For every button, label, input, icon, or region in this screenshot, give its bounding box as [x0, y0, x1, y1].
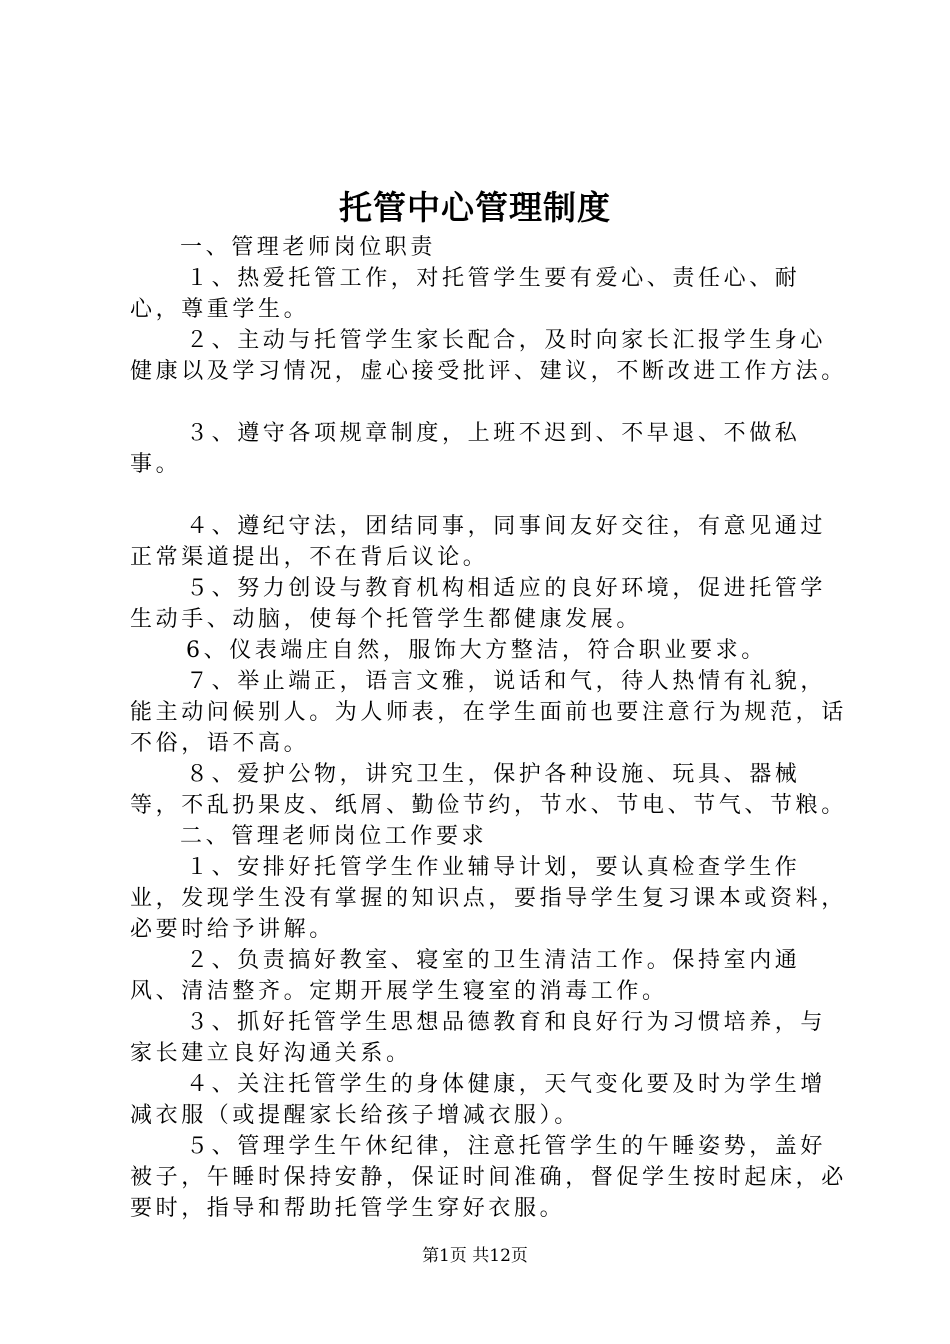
- document-body: [130, 232, 850, 1224]
- section-1-item-4: ４、遵纪守法，团结同事，同事间友好交往，有意见通过正常渠道提出，不在背后议论。: [130, 514, 827, 570]
- page-footer: 第1页 共12页: [422, 1246, 528, 1266]
- section-2-item-1: １、安排好托管学生作业辅导计划，要认真检查学生作业，发现学生没有掌握的知识点，要指导学生复习课本或资料，必要时给予讲解。: [130, 855, 847, 942]
- section-1-item-2: ２、主动与托管学生家长配合，及时向家长汇报学生身心健康以及学习情况，虚心接受批评、建议，不断改进工作方法。: [130, 328, 847, 384]
- section-1-item-7: ７、举止端正，语言文雅，说话和气，待人热情有礼貌，能主动问候别人。为人师表，在学生面前也要注意行为规范，话不俗，语不高。: [130, 669, 847, 756]
- section-1-item-8: ８、爱护公物，讲究卫生，保护各种设施、玩具、器械等，不乱扔果皮、纸屑、勤俭节约，节水、节电、节气、节粮。: [130, 762, 847, 818]
- section-2-item-3: ３、抓好托管学生思想品德教育和良好行为习惯培养，与家长建立良好沟通关系。: [130, 1010, 827, 1066]
- section-2-item-5: ５、管理学生午休纪律，注意托管学生的午睡姿势，盖好被子，午睡时保持安静，保证时间准确，督促学生按时起床，必要时，指导和帮助托管学生穿好衣服。: [130, 1134, 847, 1221]
- section-1-item-1: １、热爱托管工作，对托管学生要有爱心、责任心、耐心，尊重学生。: [130, 266, 801, 322]
- document-title: 托管中心管理制度: [339, 188, 611, 227]
- section-1-item-3: ３、遵守各项规章制度，上班不迟到、不早退、不做私事。: [130, 421, 801, 477]
- section-1-item-6: 6、仪表端庄自然，服饰大方整洁，符合职业要求。: [186, 638, 767, 663]
- section-1-item-5: ５、努力创设与教育机构相适应的良好环境，促进托管学生动手、动脑，使每个托管学生都健康发展。: [130, 576, 827, 632]
- section-2-item-4: ４、关注托管学生的身体健康，天气变化要及时为学生增减衣服（或提醒家长给孩子增减衣服）。: [130, 1072, 827, 1128]
- section-2-heading: 二、管理老师岗位工作要求: [180, 824, 488, 849]
- section-2-item-2: ２、负责搞好教室、寝室的卫生清洁工作。保持室内通风、清洁整齐。定期开展学生寝室的消毒工作。: [130, 948, 801, 1004]
- section-1-heading: 一、管理老师岗位职责: [180, 235, 437, 260]
